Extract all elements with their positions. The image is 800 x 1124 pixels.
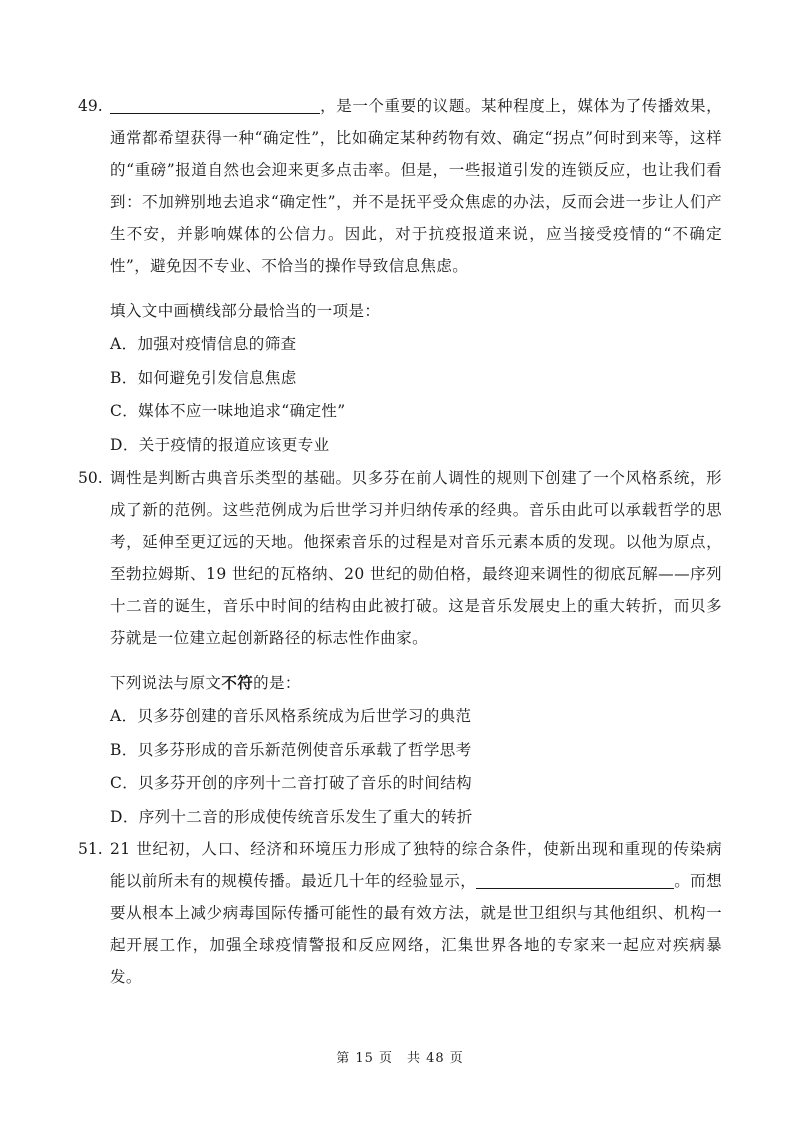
option-d: D．关于疫情的报道应该更专业 <box>110 436 330 454</box>
question-prompt <box>110 667 301 699</box>
stem-text: 21 世纪初，人口、经济和环境压力形成了独特的综合条件，使新出现和重现的传染病能以前所未有的规模传播。最近几十年的经验显示， <box>110 840 722 890</box>
question-stem <box>110 833 722 993</box>
option-a: A．贝多芬创建的音乐风格系统成为后世学习的典范 <box>110 707 472 725</box>
option-d: D．序列十二音的形成使传统音乐发生了重大的转折 <box>110 808 473 826</box>
answer-blank <box>476 870 674 889</box>
question-stem: 调性是判断古典音乐类型的基础。贝多芬在前人调性的规则下创建了一个风格系统，形成了新的范例。这些范例成为后世学习并归纳传承的经典。音乐由此可以承载哲学的思考，延伸至更辽远的天地。他探索音乐的过程是对音乐元素本质的发现。以他为原点，至勃拉姆斯、19 世纪的瓦格纳、20 世纪的勋伯格，最终迎来调性的彻底瓦解——序列十二音的诞生，音乐中时间的结构由此被打破。这是音乐发展史上的重大转折，而贝多芬就是一位建立起创新路径的标志性作曲家。 <box>110 469 722 647</box>
option-b: B．如何避免引发信息焦虑 <box>110 369 297 387</box>
option-b: B．贝多芬形成的音乐新范例使音乐承载了哲学思考 <box>110 741 472 759</box>
option-a: A．加强对疫情信息的筛查 <box>110 335 297 353</box>
option-c: C．贝多芬开创的序列十二音打破了音乐的时间结构 <box>110 774 473 792</box>
prompt-text-end: 的是： <box>253 674 301 692</box>
answer-blank <box>110 95 320 114</box>
page-footer: 第 15 页 共 48 页 <box>336 1051 464 1066</box>
stem-text-end: 。而想要从根本上减少病毒国际传播可能性的最有效方法，就是世卫组织与其他组织、机构一起开展工作，加强全球疫情警报和反应网络，汇集世界各地的专家来一起应对疾病暴发。 <box>110 872 723 986</box>
option-c: C．媒体不应一味地追求“确定性” <box>110 402 346 420</box>
question-number: 51. <box>78 840 103 858</box>
question-prompt: 填入文中画横线部分最恰当的一项是： <box>110 302 381 320</box>
prompt-emphasis: 不符 <box>221 673 254 692</box>
stem-text: ，是一个重要的议题。某种程度上，媒体为了传播效果，通常都希望获得一种“确定性”，比如确定某种药物有效、确定“拐点”何时到来等，这样的“重磅”报道自然也会迎来更多点击率。但是，一些报道引发的连锁反应，也让我们看到：不加辨别地去追求“确定性”，并不是抚平受众焦虑的办法，反而会进一步让人们产生不安，并影响媒体的公信力。因此，对于抗疫报道来说，应当接受疫情的“不确定性”，避免因不专业、不恰当的操作导致信息焦虑。 <box>110 97 722 275</box>
question-number: 49. <box>78 97 103 115</box>
question-number: 50. <box>78 469 103 487</box>
question-stem <box>110 90 722 282</box>
prompt-text: 下列说法与原文 <box>110 674 222 692</box>
